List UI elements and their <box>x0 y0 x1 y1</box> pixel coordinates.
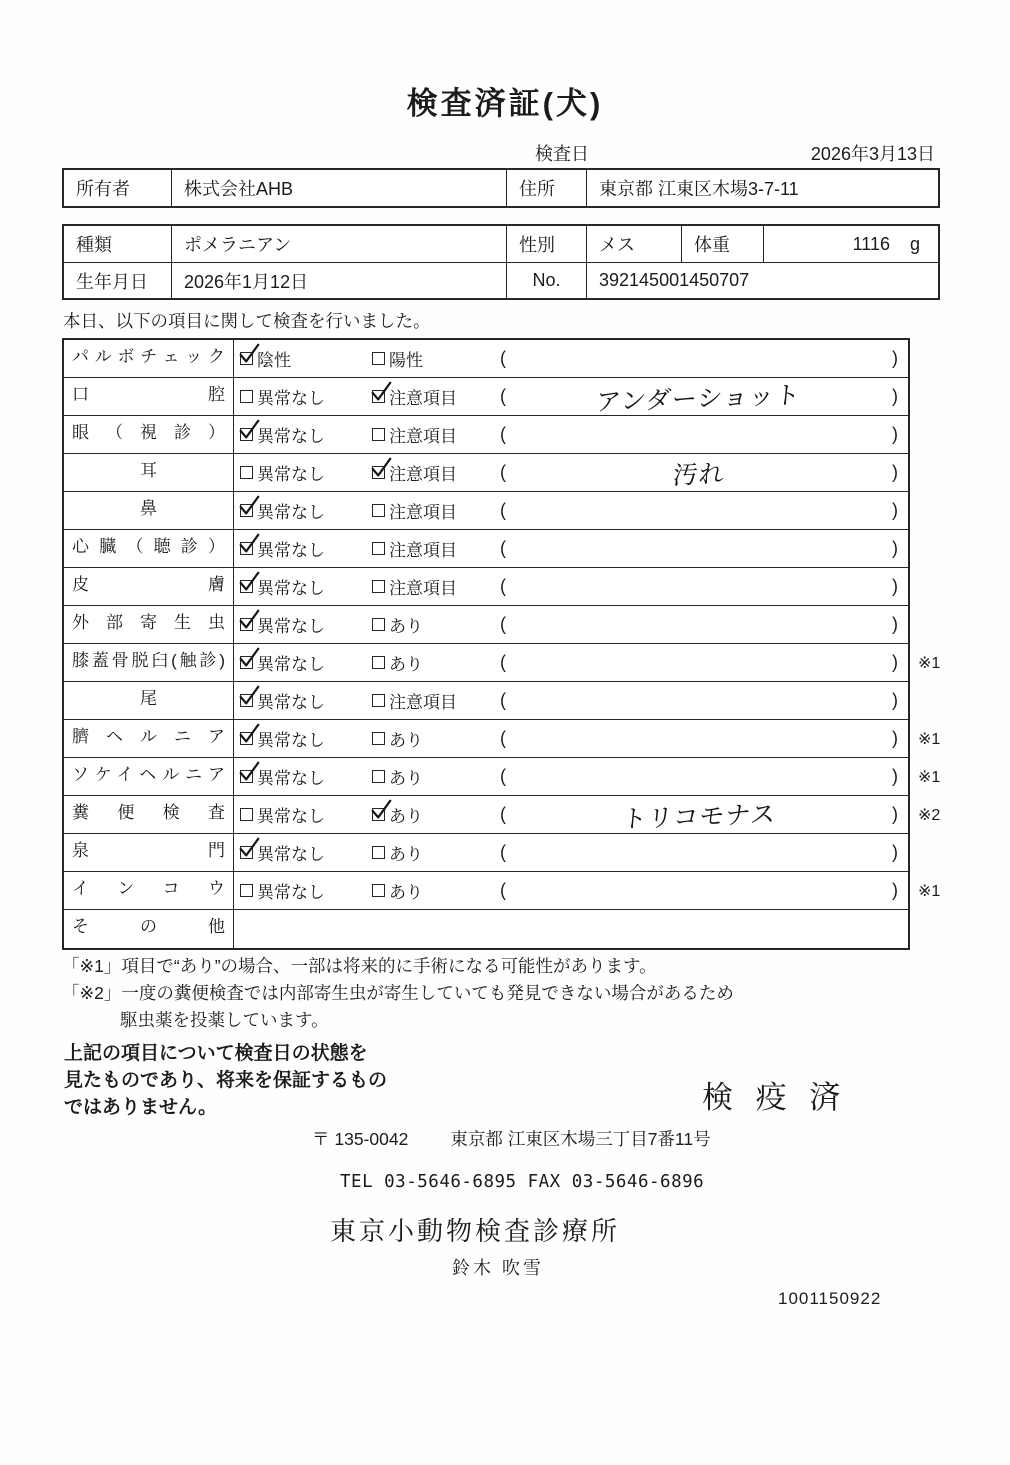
checkbox-label: 異常なし <box>257 541 325 560</box>
footnote-ref-mark: ※1 <box>918 769 941 786</box>
exam-item-label: 皮膚 <box>64 568 234 605</box>
checkbox-label: 異常なし <box>257 807 325 826</box>
open-paren: ( <box>500 880 506 900</box>
checkbox-icon <box>240 466 253 479</box>
checkbox-icon <box>372 884 385 897</box>
checkbox-option <box>240 612 372 637</box>
exam-row-body <box>234 720 908 757</box>
checkbox-option <box>372 384 500 409</box>
checkbox-icon <box>240 808 253 821</box>
open-paren: ( <box>500 386 506 406</box>
checkbox-option <box>240 764 372 789</box>
exam-row <box>64 720 908 758</box>
exam-item-label: 眼（視診） <box>64 416 234 453</box>
checkbox-label: 注意項目 <box>389 503 457 522</box>
exam-row-body <box>234 758 908 795</box>
note-area <box>500 538 908 559</box>
checkbox-icon <box>372 428 385 441</box>
footer-address: 東京都 江東区木場三丁目7番11号 <box>450 1129 711 1149</box>
intro-text: 本日、以下の項目に関して検査を行いました。 <box>63 311 431 331</box>
checkbox-label: あり <box>389 845 423 864</box>
checkbox-icon <box>372 618 385 631</box>
exam-row-body <box>234 568 908 605</box>
close-paren: ) <box>892 842 898 862</box>
checkbox-option <box>372 612 500 637</box>
checkbox-label: あり <box>389 655 423 674</box>
exam-row-body <box>234 492 908 529</box>
inspection-date-label: 検査日 <box>535 144 589 164</box>
exam-item-label: 泉門 <box>64 834 234 871</box>
close-paren: ) <box>891 386 898 406</box>
exam-row-body <box>234 682 908 719</box>
exam-row <box>64 568 908 606</box>
checkbox-icon <box>240 884 253 897</box>
checkbox-option <box>240 422 372 447</box>
note-area <box>500 652 908 673</box>
exam-row <box>64 530 908 568</box>
footer-tel-fax: TEL 03-5646-6895 FAX 03-5646-6896 <box>340 1172 705 1192</box>
close-paren: ) <box>892 348 898 368</box>
breed-label: 種類 <box>64 226 172 262</box>
checkbox-label: 注意項目 <box>389 541 457 560</box>
open-paren: ( <box>500 500 506 520</box>
checkbox-icon <box>372 352 385 365</box>
exam-table <box>62 338 941 950</box>
close-paren: ) <box>892 424 898 444</box>
checkbox-label: あり <box>389 807 423 826</box>
exam-row-body <box>234 910 908 948</box>
inspection-date-row <box>535 140 935 166</box>
checkbox-icon <box>372 770 385 783</box>
handwritten-note: トリコモナス <box>620 799 778 834</box>
checkbox-label: 陰性 <box>257 351 291 370</box>
footnote-2-continued: 駆虫薬を投薬しています。 <box>120 1010 329 1030</box>
document-title: 検査済証(犬) <box>406 86 604 121</box>
close-paren: ) <box>892 766 898 786</box>
checkbox-option <box>372 878 500 903</box>
no-value: 392145001450707 <box>599 270 750 290</box>
exam-item-label: 臍ヘルニア <box>64 720 234 757</box>
disclaimer-line-3: ではありません。 <box>64 1097 218 1118</box>
close-paren: ) <box>892 652 898 672</box>
exam-row-body <box>234 834 908 871</box>
open-paren: ( <box>500 576 506 596</box>
checkbox-label: あり <box>389 769 423 788</box>
owner-table <box>62 168 940 208</box>
exam-item-label: ソケイヘルニア <box>64 758 234 795</box>
checkbox-label: 異常なし <box>257 693 325 712</box>
pet-row-birth <box>64 262 938 298</box>
quarantine-stamp: 検 疫 済 <box>702 1080 848 1115</box>
checkbox-icon <box>372 808 385 821</box>
note-area <box>500 455 908 491</box>
exam-row-body <box>234 606 908 643</box>
exam-row <box>64 416 908 454</box>
checkbox-icon <box>240 580 253 593</box>
checkbox-icon <box>240 656 253 669</box>
disclaimer-line-1: 上記の項目について検査日の状態を <box>64 1043 368 1064</box>
checkbox-option <box>372 840 500 865</box>
owner-value: 株式会社AHB <box>172 170 507 206</box>
exam-row <box>64 454 908 492</box>
weight-value: 1116 <box>852 233 890 254</box>
footer-address-row <box>312 1126 711 1151</box>
checkbox-option <box>372 460 500 485</box>
footnote-ref-mark: ※1 <box>918 655 941 672</box>
footnote-2: 「※2」一度の糞便検査では内部寄生虫が寄生していても発見できない場合があるため <box>62 983 734 1003</box>
note-area <box>500 500 908 521</box>
checkbox-option <box>240 726 372 751</box>
exam-item-label: その他 <box>64 910 234 948</box>
footnote-1: 「※1」項目で“あり”の場合、一部は将来的に手術になる可能性があります。 <box>62 956 657 976</box>
sex-value: メス <box>587 226 682 262</box>
checkbox-label: 異常なし <box>257 845 325 864</box>
exam-row <box>64 606 908 644</box>
open-paren: ( <box>500 538 506 558</box>
checkbox-option <box>240 802 372 827</box>
pet-row-breed <box>64 226 938 262</box>
exam-row <box>64 492 908 530</box>
exam-row <box>64 644 908 682</box>
exam-row <box>64 758 908 796</box>
checkbox-icon <box>372 504 385 517</box>
exam-row <box>64 872 908 910</box>
close-paren: ) <box>892 690 898 710</box>
birth-label: 生年月日 <box>64 263 172 298</box>
checkbox-icon <box>240 428 253 441</box>
checkbox-label: 異常なし <box>257 389 325 408</box>
birth-value: 2026年1月12日 <box>172 263 507 298</box>
note-area <box>500 614 908 635</box>
note-area <box>500 424 908 445</box>
footnote-ref-mark: ※1 <box>918 731 941 748</box>
checkbox-option <box>240 574 372 599</box>
checkbox-option <box>240 460 372 485</box>
checkbox-icon <box>372 466 385 479</box>
handwritten-note: アンダーショット <box>595 380 803 417</box>
owner-label: 所有者 <box>64 170 172 206</box>
checkbox-option <box>240 688 372 713</box>
checkbox-icon <box>240 542 253 555</box>
exam-item-label: 外部寄生虫 <box>64 606 234 643</box>
checkbox-icon <box>240 846 253 859</box>
exam-row <box>64 796 908 834</box>
checkbox-icon <box>240 504 253 517</box>
note-area <box>500 728 908 749</box>
footnote-ref-mark: ※1 <box>918 883 941 900</box>
checkbox-label: あり <box>389 883 423 902</box>
open-paren: ( <box>500 424 506 444</box>
weight-label: 体重 <box>682 226 764 262</box>
close-paren: ) <box>892 614 898 634</box>
open-paren: ( <box>500 804 506 824</box>
checkbox-label: 注意項目 <box>389 427 457 446</box>
pet-table <box>62 224 940 300</box>
checkbox-option <box>372 346 500 371</box>
open-paren: ( <box>500 348 506 368</box>
checkbox-label: 異常なし <box>257 579 325 598</box>
veterinarian-name: 鈴木 吹雪 <box>452 1258 545 1278</box>
checkbox-label: 異常なし <box>257 465 325 484</box>
checkbox-icon <box>372 390 385 403</box>
clinic-name: 東京小動物検査診療所 <box>330 1216 621 1246</box>
checkbox-icon <box>240 770 253 783</box>
address-label: 住所 <box>507 170 587 206</box>
checkbox-icon <box>372 732 385 745</box>
checkbox-label: あり <box>389 617 423 636</box>
checkbox-option <box>240 840 372 865</box>
exam-item-label: 鼻 <box>64 492 234 529</box>
inspection-date-value: 2026年3月13日 <box>810 144 935 164</box>
disclaimer-line-2: 見たものであり、将来を保証するもの <box>64 1070 388 1091</box>
note-area <box>500 766 908 787</box>
exam-row-body <box>234 872 908 909</box>
checkbox-label: あり <box>389 731 423 750</box>
exam-row <box>64 340 908 378</box>
address-value: 東京都 江東区木場3-7-11 <box>599 179 799 199</box>
close-paren: ) <box>892 880 898 900</box>
checkbox-option <box>372 536 500 561</box>
weight-unit: g <box>909 233 920 254</box>
note-area <box>500 842 908 863</box>
checkbox-icon <box>372 846 385 859</box>
exam-item-label: インコウ <box>64 872 234 909</box>
checkbox-option <box>372 764 500 789</box>
checkbox-label: 注意項目 <box>389 389 457 408</box>
checkbox-option <box>372 688 500 713</box>
footnotes <box>62 953 734 1034</box>
exam-row <box>64 682 908 720</box>
exam-item-label: 膝蓋骨脱臼(触診) <box>64 644 234 681</box>
checkbox-option <box>240 536 372 561</box>
exam-row <box>64 910 908 948</box>
note-area <box>500 379 908 415</box>
checkbox-option <box>240 650 372 675</box>
sex-label: 性別 <box>507 226 587 262</box>
checkbox-label: 注意項目 <box>389 579 457 598</box>
open-paren: ( <box>500 766 506 786</box>
checkbox-label: 異常なし <box>257 883 325 902</box>
exam-row-body <box>234 340 908 377</box>
checkbox-icon <box>372 656 385 669</box>
note-area <box>500 576 908 597</box>
exam-row-body <box>234 416 908 453</box>
exam-row-body <box>234 796 908 833</box>
checkbox-label: 異常なし <box>257 769 325 788</box>
checkbox-option <box>240 878 372 903</box>
checkbox-option <box>240 498 372 523</box>
checkbox-option <box>372 498 500 523</box>
open-paren: ( <box>500 728 506 748</box>
weight-value-cell <box>764 226 938 262</box>
note-area <box>500 690 908 711</box>
checkbox-icon <box>240 618 253 631</box>
checkbox-icon <box>240 694 253 707</box>
checkbox-option <box>372 802 500 827</box>
exam-row-body <box>234 644 908 681</box>
footnote-ref-mark: ※2 <box>918 807 941 824</box>
exam-row-body <box>234 454 908 491</box>
close-paren: ) <box>892 576 898 596</box>
breed-value: ポメラニアン <box>172 226 507 262</box>
exam-item-label: 糞便検査 <box>64 796 234 833</box>
exam-row-body <box>234 530 908 567</box>
checkbox-label: 陽性 <box>389 351 423 370</box>
checkbox-icon <box>372 580 385 593</box>
disclaimer <box>64 1040 387 1121</box>
exam-item-label: 口腔 <box>64 378 234 415</box>
no-label: No. <box>507 263 587 298</box>
open-paren: ( <box>500 462 506 482</box>
checkbox-icon <box>240 732 253 745</box>
close-paren: ) <box>891 462 898 482</box>
checkbox-option <box>372 650 500 675</box>
close-paren: ) <box>892 500 898 520</box>
checkbox-label: 異常なし <box>257 427 325 446</box>
checkbox-icon <box>240 352 253 365</box>
exam-row <box>64 834 908 872</box>
checkbox-label: 異常なし <box>257 731 325 750</box>
checkbox-option <box>372 422 500 447</box>
exam-row-body <box>234 378 908 415</box>
close-paren: ) <box>892 728 898 748</box>
exam-item-label: 尾 <box>64 682 234 719</box>
checkbox-label: 異常なし <box>257 503 325 522</box>
checkbox-label: 異常なし <box>257 617 325 636</box>
open-paren: ( <box>500 614 506 634</box>
checkbox-option <box>240 346 372 371</box>
footer-zip: 〒 135-0042 <box>312 1129 409 1149</box>
open-paren: ( <box>500 690 506 710</box>
checkbox-icon <box>372 542 385 555</box>
document-number: 1001150922 <box>778 1289 882 1308</box>
checkbox-label: 注意項目 <box>389 465 457 484</box>
owner-row <box>64 170 938 206</box>
checkbox-option <box>240 384 372 409</box>
exam-row <box>64 378 908 416</box>
handwritten-note: 汚れ <box>671 459 727 490</box>
checkbox-icon <box>240 390 253 403</box>
note-area <box>500 797 908 833</box>
open-paren: ( <box>500 652 506 672</box>
note-area <box>500 348 908 369</box>
checkbox-label: 異常なし <box>257 655 325 674</box>
exam-item-label: 耳 <box>64 454 234 491</box>
checkbox-label: 注意項目 <box>389 693 457 712</box>
note-area <box>500 880 908 901</box>
checkbox-option <box>372 574 500 599</box>
checkbox-icon <box>372 694 385 707</box>
checkbox-option <box>372 726 500 751</box>
open-paren: ( <box>500 842 506 862</box>
close-paren: ) <box>892 538 898 558</box>
exam-item-label: 心臓（聴診） <box>64 530 234 567</box>
exam-item-label: パルボチェック <box>64 340 234 377</box>
close-paren: ) <box>891 804 898 824</box>
